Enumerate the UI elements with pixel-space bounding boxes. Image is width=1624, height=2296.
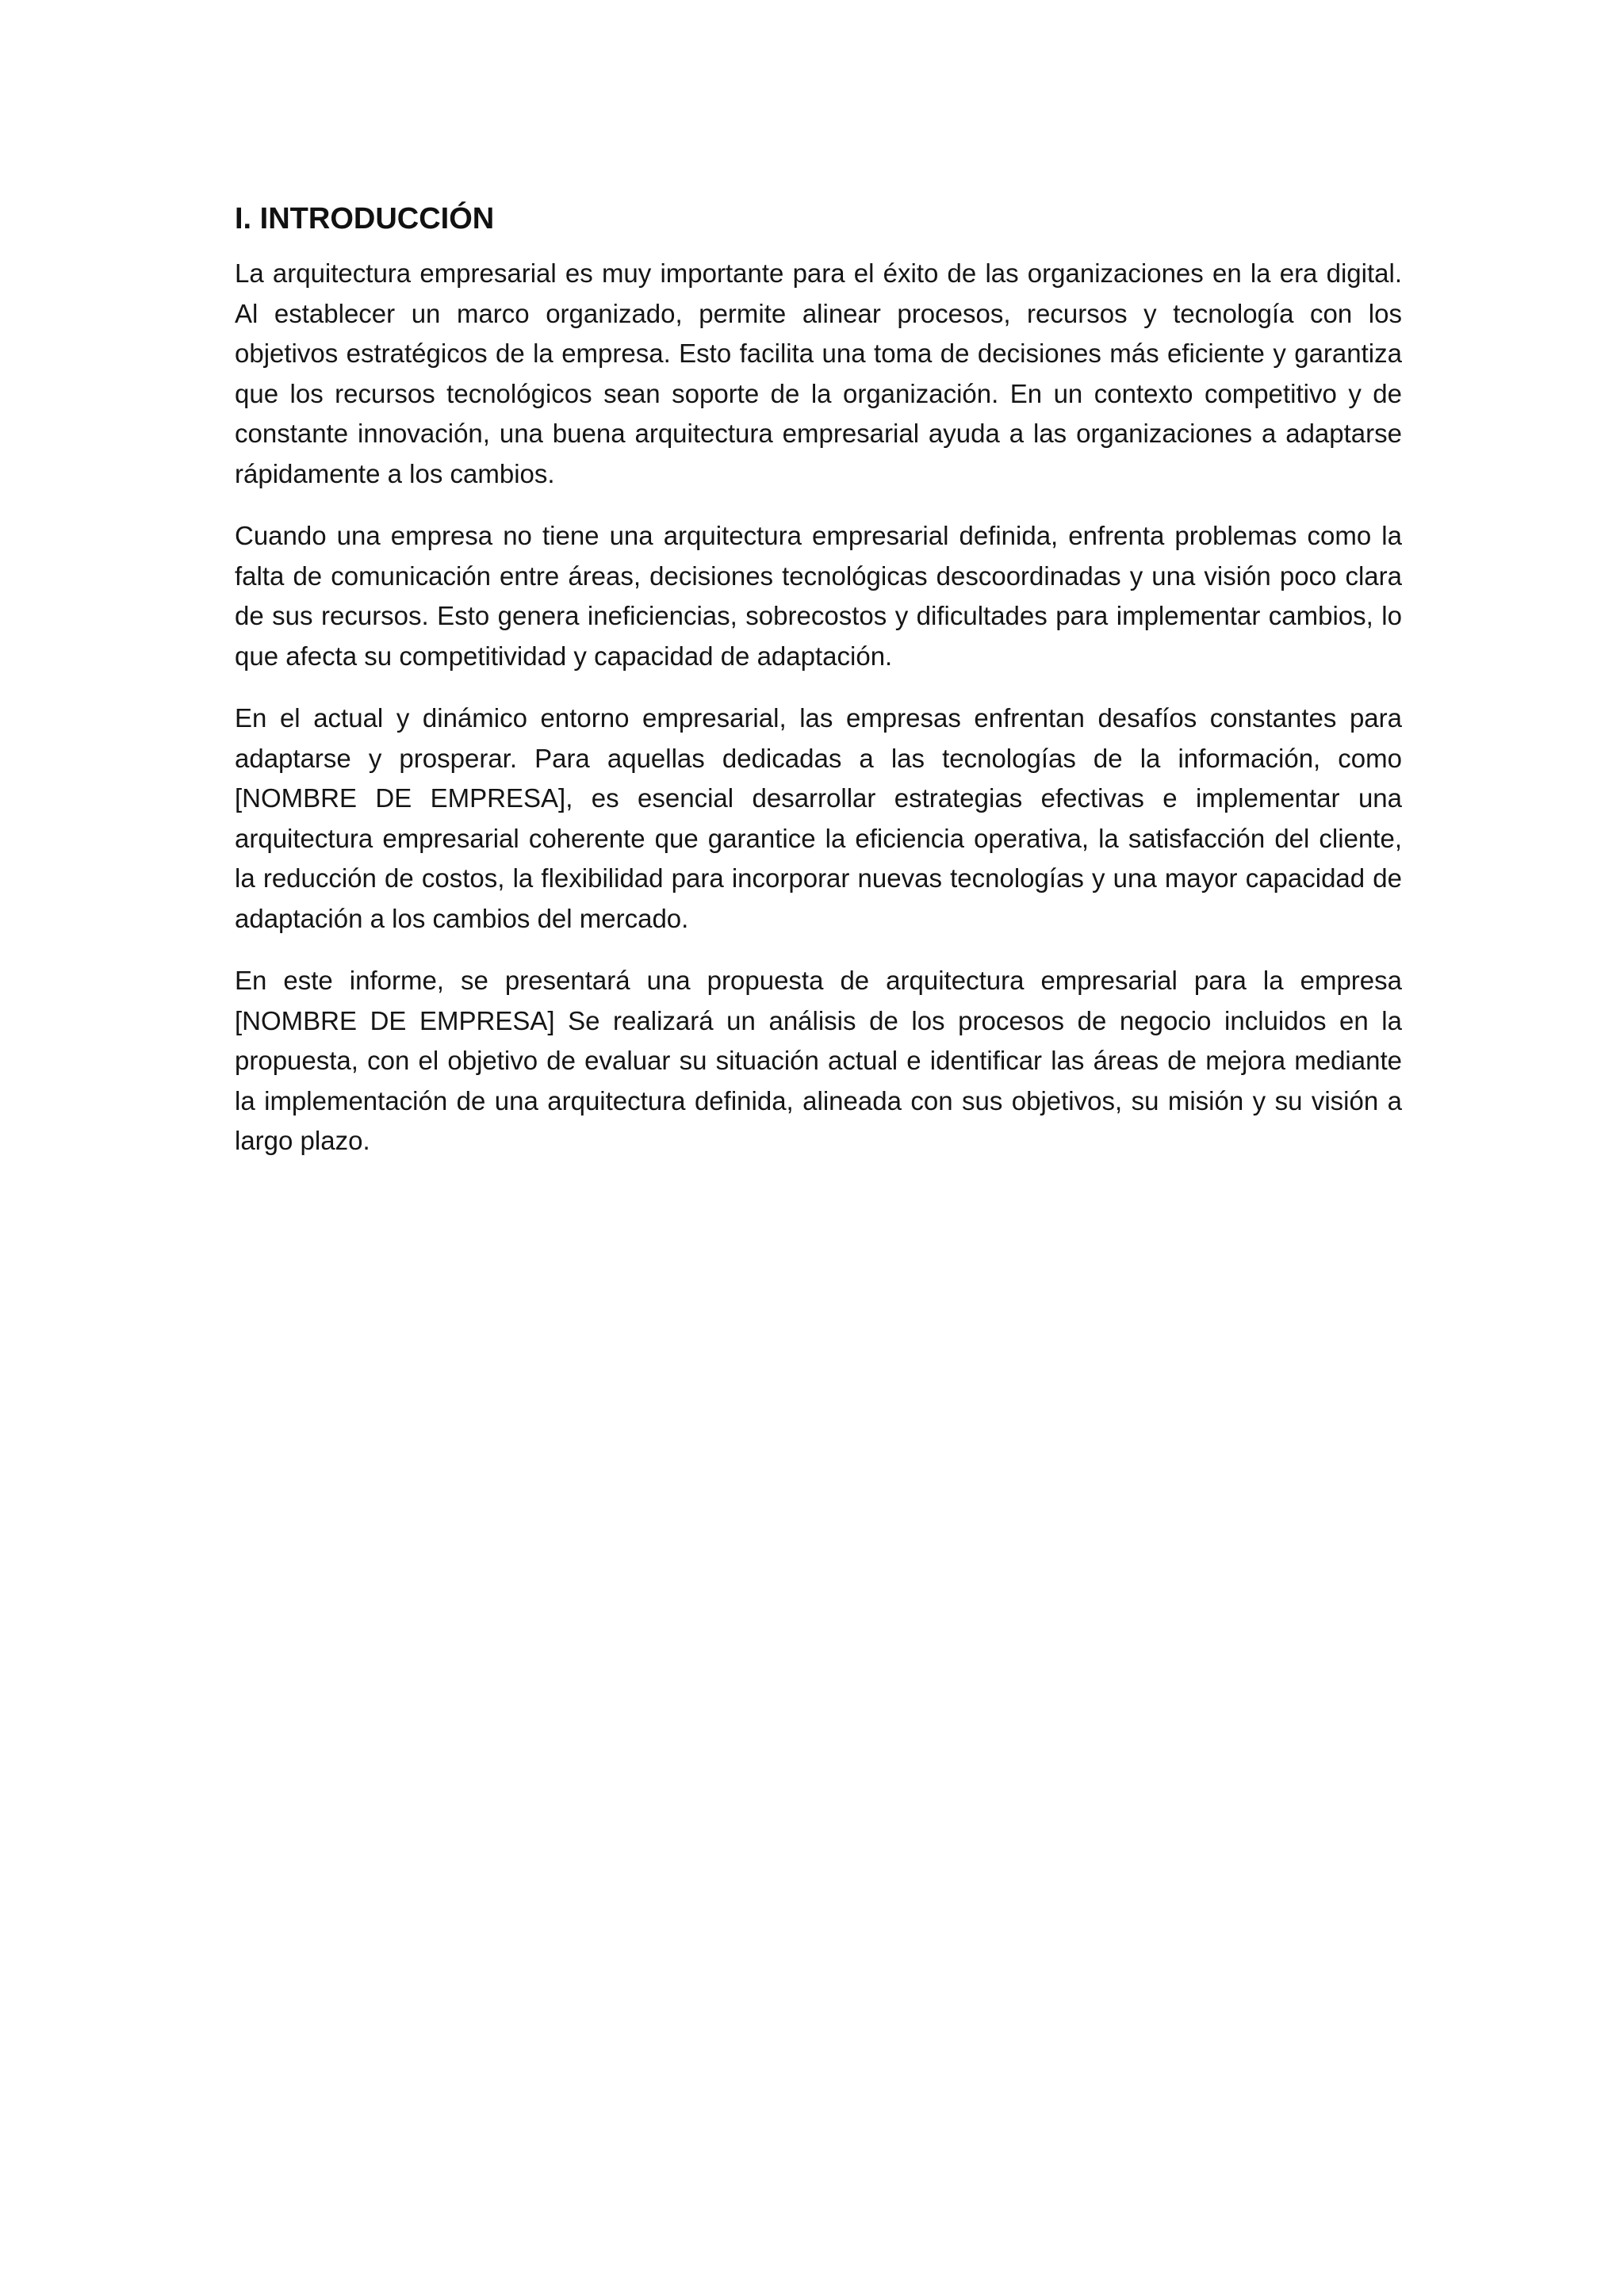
section-heading: I. INTRODUCCIÓN	[235, 202, 495, 235]
document-body	[235, 198, 1402, 1184]
paragraph-4: En este informe, se presentará una propuesta de arquitectura empresarial para la empresa [NOMBRE DE EMPRESA] Se realizará un análisis de los procesos de negocio incluidos en la propuesta, con el objetivo de evaluar su situación actual e identificar las áreas de mejora mediante la implementación de una arquitectura definida, alineada con sus objetivos, su misión y su visión a largo plazo.	[235, 966, 1402, 1155]
paragraph-1: La arquitectura empresarial es muy importante para el éxito de las organizaciones en la era digital. Al establecer un marco organizado, permite alinear procesos, recursos y tecnología con los objetivos estratégicos de la empresa. Esto facilita una toma de decisiones más eficiente y garantiza que los recursos tecnológicos sean soporte de la organización. En un contexto competitivo y de constante innovación, una buena arquitectura empresarial ayuda a las organizaciones a adaptarse rápidamente a los cambios.	[235, 258, 1402, 488]
paragraph-2: Cuando una empresa no tiene una arquitectura empresarial definida, enfrenta problemas como la falta de comunicación entre áreas, decisiones tecnológicas descoordinadas y una visión poco clara de sus recursos. Esto genera ineficiencias, sobrecostos y dificultades para implementar cambios, lo que afecta su competitividad y capacidad de adaptación.	[235, 521, 1402, 671]
paragraph-3: En el actual y dinámico entorno empresarial, las empresas enfrentan desafíos constantes para adaptarse y prosperar. Para aquellas dedicadas a las tecnologías de la información, como [NOMBRE DE EMPRESA], es esencial desarrollar estrategias efectivas e implementar una arquitectura empresarial coherente que garantice la eficiencia operativa, la satisfacción del cliente, la reducción de costos, la flexibilidad para incorporar nuevas tecnologías y una mayor capacidad de adaptación a los cambios del mercado.	[235, 703, 1402, 933]
